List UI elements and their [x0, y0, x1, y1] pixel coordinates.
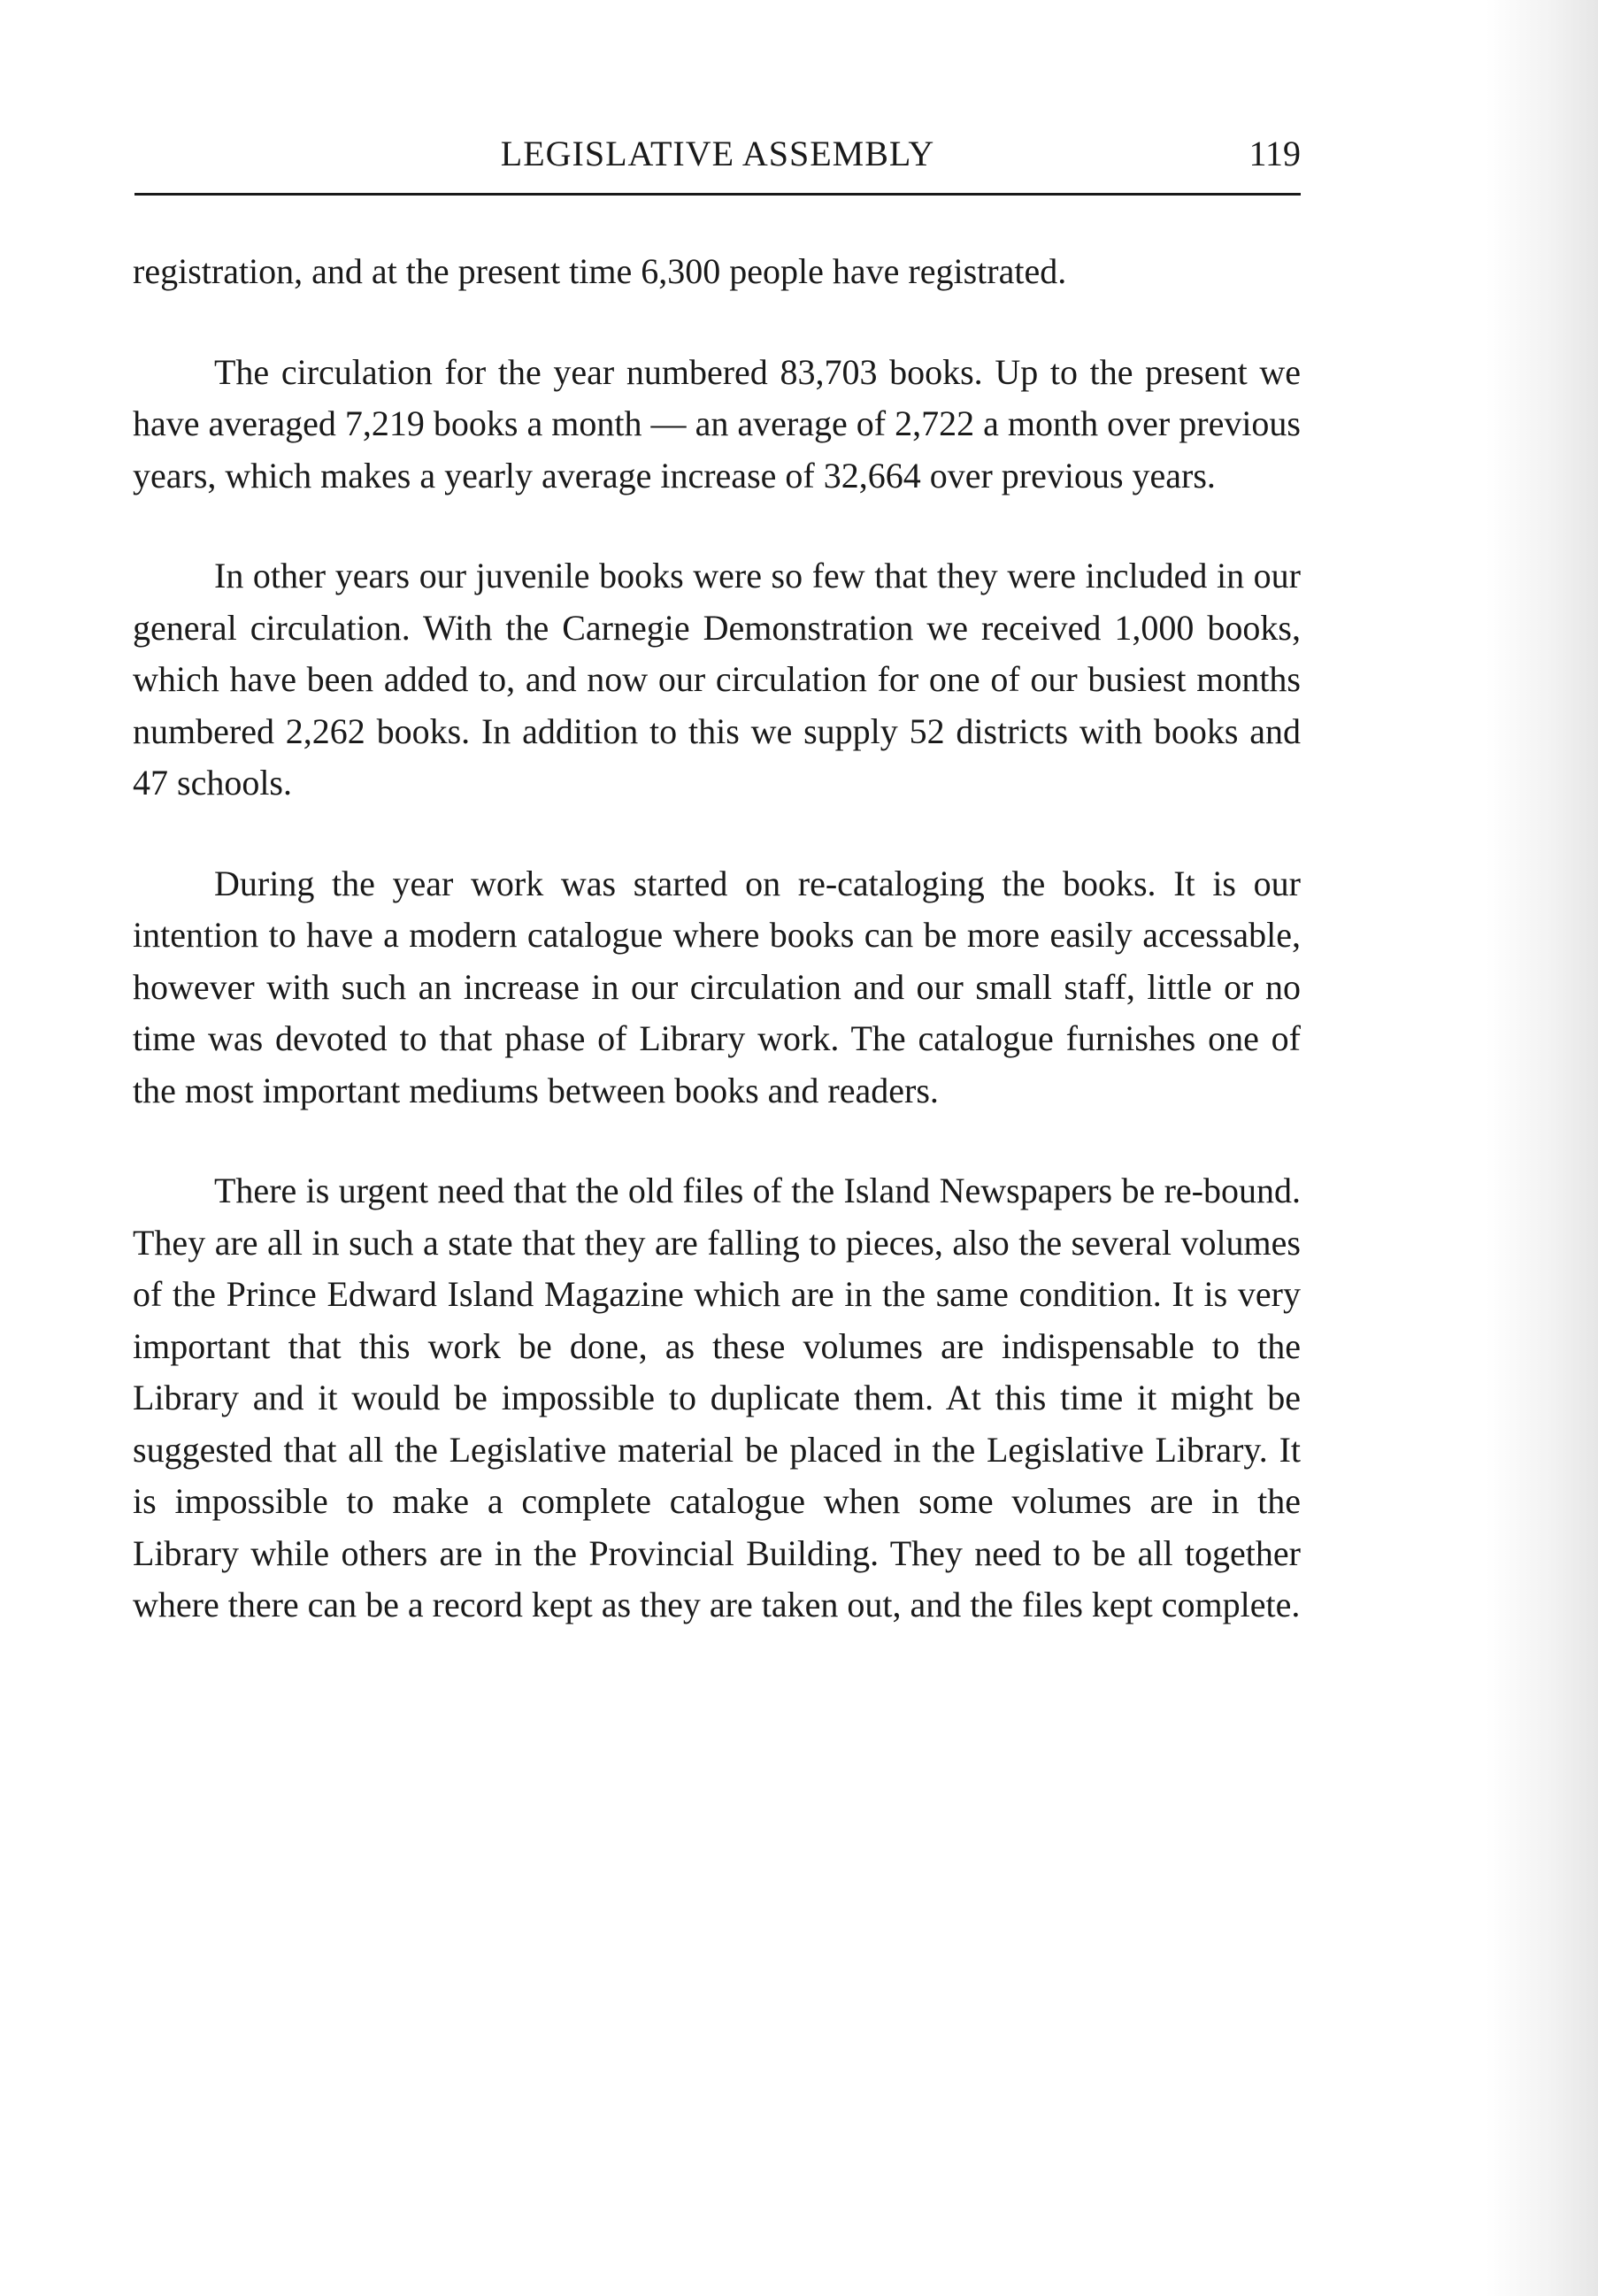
- page-number: 119: [1248, 134, 1301, 173]
- paragraph-juvenile-books: In other years our juvenile books were so few that they were included in our general circulation. With the Carnegie Demonstration we received 1,000 books, which have been added to, and now our circulation for one of our busiest months numbered 2,262 books. In addition to this we supply 52 districts with books and 47 schools.: [133, 556, 1301, 802]
- running-head: [134, 122, 1301, 184]
- paragraph-cataloguing: During the year work was started on re-cataloging the books. It is our intention to have a modern catalogue where books can be more easily accessable, however with such an increase in our circulation and our small staff, little or no time was devoted to that phase of Library work. The catalogue furnishes one of the most important mediums between books and readers.: [133, 863, 1301, 1110]
- header-rule: [134, 193, 1301, 196]
- paragraph-circulation: The circulation for the year numbered 83,703 books. Up to the present we have averaged 7,219 books a month — an average of 2,722 a month over previous years, which makes a yearly average increase of 32,664 over previous years.: [133, 351, 1301, 495]
- paragraph-registration: registration, and at the present time 6,300 people have registrated.: [133, 251, 1067, 291]
- body-text: [133, 246, 1301, 1680]
- running-head-title: LEGISLATIVE ASSEMBLY: [500, 134, 935, 173]
- paragraph-newspapers: There is urgent need that the old files of the Island Newspapers be re-bound. They are all in such a state that they are falling to pieces, also the several volumes of the Prince Edward Island Magazine which are in the same condition. It is very important that this work be done, as these volumes are indispensable to the Library and it would be impossible to duplicate them. At this time it might be suggested that all the Legislative material be placed in the Legislative Library. It is impossible to make a complete catalogue when some volumes are in the Library while others are in the Provincial Building. They need to be all together where there can be a record kept as they are taken out, and the files kept complete.: [133, 1171, 1301, 1624]
